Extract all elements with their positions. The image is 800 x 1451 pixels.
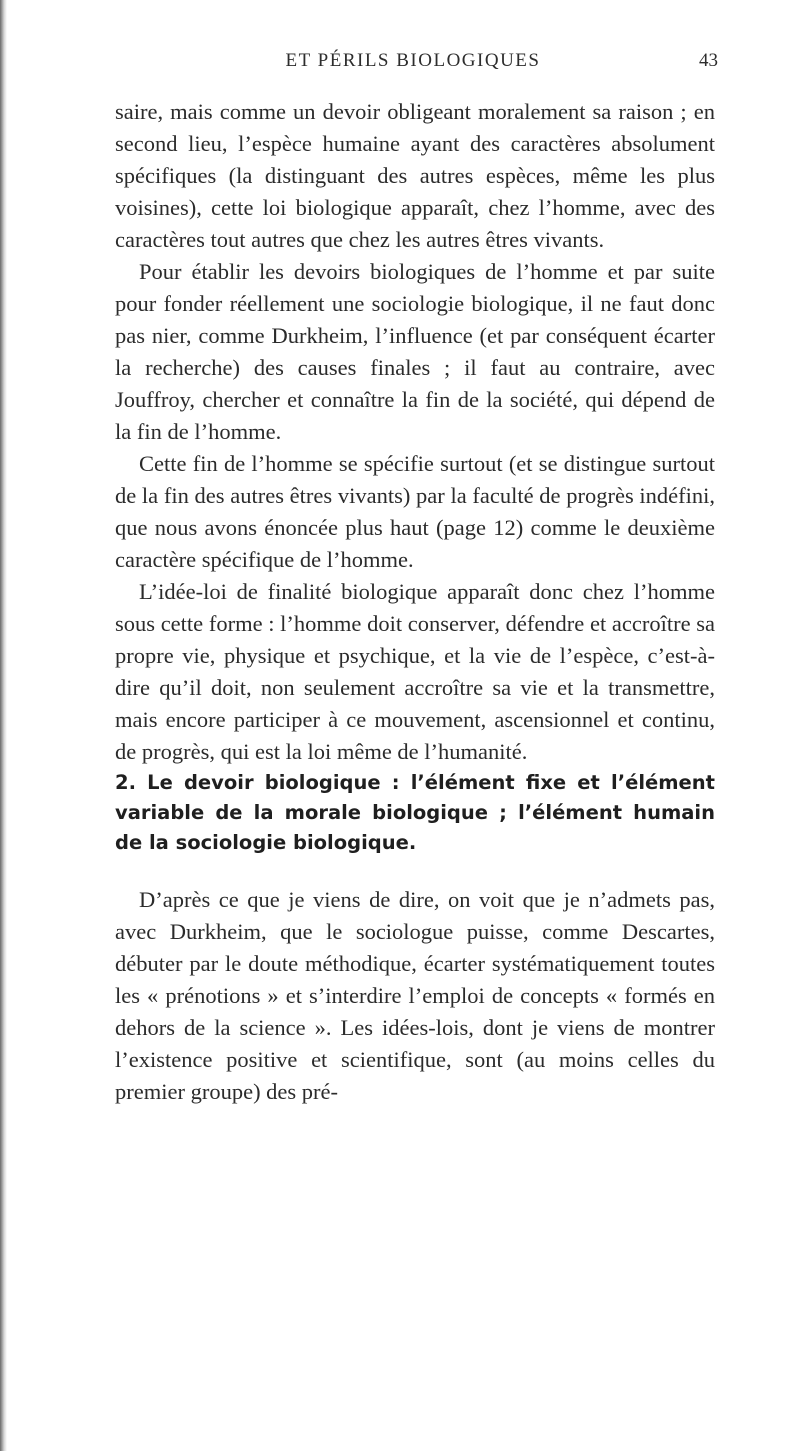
paragraph-continuation: saire, mais comme un devoir obligeant moralement sa raison ; en second lieu, l’espèce humaine ayant des caractères absolument spécifiques (la distinguant des autres espèces, même les plus voisines), cette loi biologique apparaît, chez l’homme, avec des caractères tout autres que chez les autres êtres vivants.: [115, 99, 715, 252]
section-heading: 2. Le devoir biologique : l’élément fixe et l’élément variable de la morale biologique ; l’élément humain de la sociologie biologique.: [115, 771, 715, 854]
paragraph: D’après ce que je viens de dire, on voit que je n’admets pas, avec Durkheim, que le sociologue puisse, comme Descartes, débuter par le doute méthodique, écarter systématiquement toutes les « prénotions » et s’interdire l’emploi de concepts « formés en dehors de la science ». Les idées-lois, dont je viens de montrer l’existence positive et scientifique, sont (au moins celles du premier groupe) des pré-: [115, 887, 715, 1104]
page-number: 43: [699, 50, 718, 71]
running-title: ET PÉRILS BIOLOGIQUES: [285, 50, 541, 71]
page-body: [115, 96, 715, 1108]
page-header: [108, 44, 718, 74]
paragraph: Pour établir les devoirs biologiques de l’homme et par suite pour fonder réellement une sociologie biologique, il ne faut donc pas nier, comme Durkheim, l’influence (et par conséquent écarter la recherche) des causes finales ; il faut au contraire, avec Jouffroy, chercher et connaître la fin de la société, qui dépend de la fin de l’homme.: [115, 259, 715, 444]
paragraph: L’idée-loi de finalité biologique apparaît donc chez l’homme sous cette forme : l’homme doit conserver, défendre et accroître sa propre vie, physique et psychique, et la vie de l’espèce, c’est-à-dire qu’il doit, non seulement accroître sa vie et la transmettre, mais encore participer à ce mouvement, ascensionnel et continu, de progrès, qui est la loi même de l’humanité.: [115, 579, 715, 764]
paragraph: Cette fin de l’homme se spécifie surtout (et se distingue surtout de la fin des autres êtres vivants) par la faculté de progrès indéfini, que nous avons énoncée plus haut (page 12) comme le deuxième caractère spécifique de l’homme.: [115, 451, 715, 572]
page-edge-shadow: [0, 0, 7, 1451]
